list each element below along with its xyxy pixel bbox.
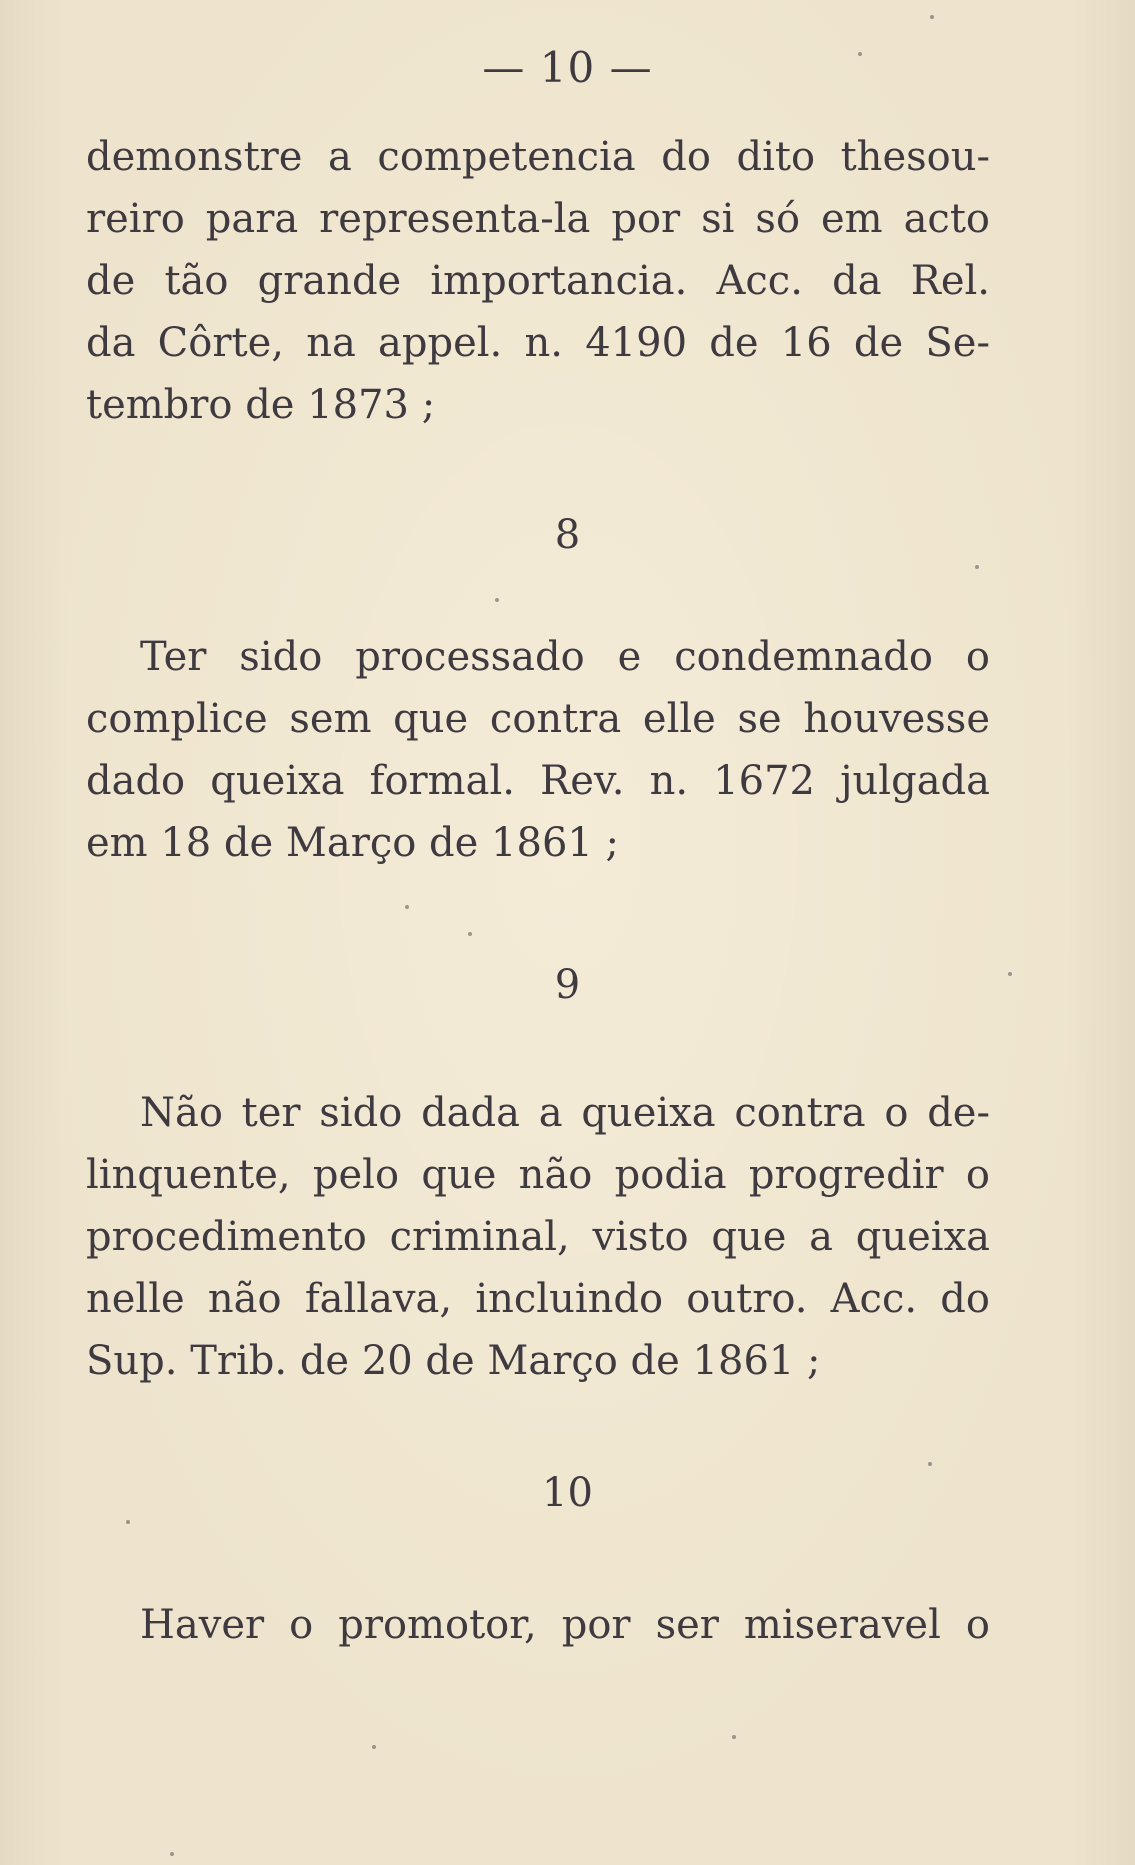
scan-speck bbox=[126, 1520, 130, 1524]
scan-speck bbox=[928, 1462, 932, 1466]
section-number: 9 bbox=[554, 962, 581, 1008]
scan-speck bbox=[732, 1735, 736, 1739]
section-number: 8 bbox=[554, 512, 581, 558]
paragraph-line: reiro para representa-la por si só em acto bbox=[86, 196, 990, 242]
paragraph-line: procedimento criminal, visto que a queixa bbox=[86, 1214, 990, 1260]
scan-speck bbox=[1008, 972, 1012, 976]
scan-speck bbox=[468, 932, 472, 936]
paragraph-line: da Côrte, na appel. n. 4190 de 16 de Se- bbox=[86, 320, 990, 366]
scan-speck bbox=[405, 905, 409, 909]
scan-speck bbox=[930, 15, 934, 19]
paragraph-line: linquente, pelo que não podia progredir o bbox=[86, 1152, 990, 1198]
paragraph-line: complice sem que contra elle se houvesse bbox=[86, 696, 990, 742]
paragraph-line: em 18 de Março de 1861 ; bbox=[86, 820, 620, 866]
scan-speck bbox=[858, 52, 862, 56]
scan-speck bbox=[170, 1852, 174, 1856]
paragraph-line: nelle não fallava, incluindo outro. Acc. do bbox=[86, 1276, 990, 1322]
paragraph-line: de tão grande importancia. Acc. da Rel. bbox=[86, 258, 990, 304]
paragraph-line: Ter sido processado e condemnado o bbox=[140, 634, 990, 680]
paragraph-line: demonstre a competencia do dito thesou- bbox=[86, 134, 990, 180]
section-number: 10 bbox=[542, 1470, 593, 1516]
paragraph-line: Haver o promotor, por ser miseravel o bbox=[140, 1602, 990, 1648]
paragraph-line: Sup. Trib. de 20 de Março de 1861 ; bbox=[86, 1338, 821, 1384]
paragraph-line: Não ter sido dada a queixa contra o de- bbox=[140, 1090, 990, 1136]
scan-speck bbox=[372, 1745, 376, 1749]
scan-speck bbox=[495, 598, 499, 602]
scan-speck bbox=[975, 565, 979, 569]
paragraph-line: tembro de 1873 ; bbox=[86, 382, 436, 428]
paragraph-line: dado queixa formal. Rev. n. 1672 julgada bbox=[86, 758, 990, 804]
page-number: — 10 — bbox=[482, 43, 653, 92]
